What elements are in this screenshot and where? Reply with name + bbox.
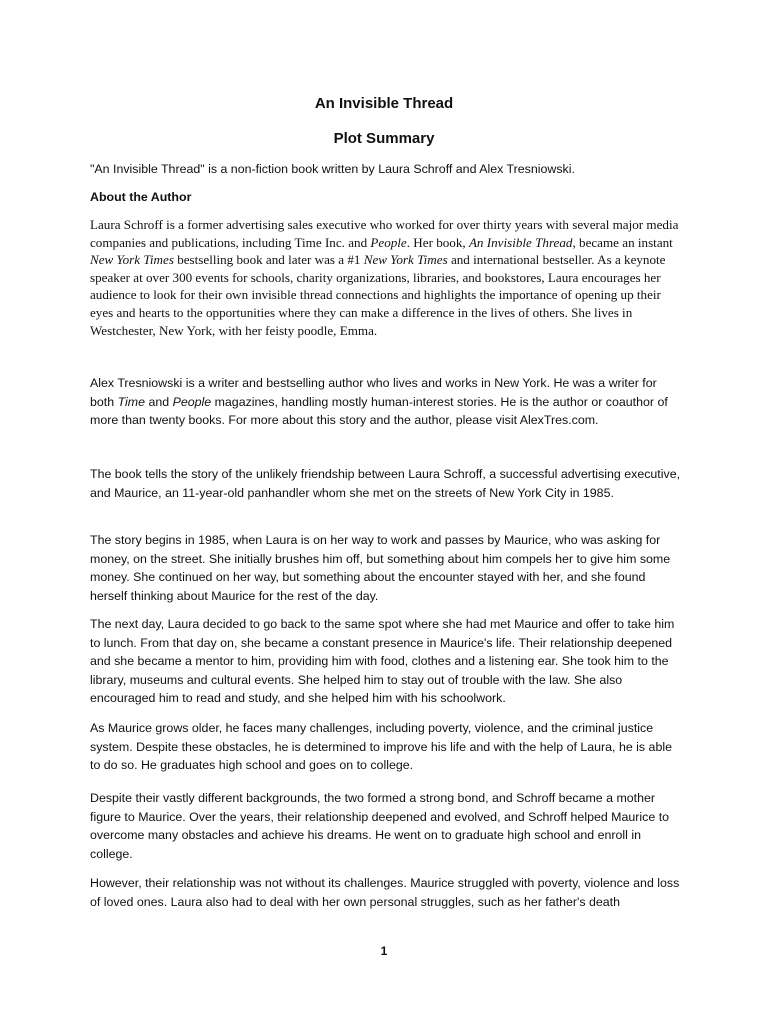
laura-bio-text-4: bestselling book and later was a #1 <box>173 252 364 268</box>
alex-bio-text-2: and <box>145 394 173 409</box>
laura-bio-italic-1: People <box>370 234 407 250</box>
laura-bio-text-3: , became an instant <box>572 234 673 250</box>
body-paragraph-3: The next day, Laura decided to go back to the same spot where she had met Maurice and offer to take him to lunch. From that day on, she became a constant presence in Maurice's life. Their relationship deepened and she became a mentor to him, providing him with food, clothes and a listening ear. She took him to the library, museums and cultural events. She helped him to stay out of trouble with the law. She also encouraged him to read and study, and she helped him with his schoolwork. <box>90 617 675 705</box>
laura-bio-italic-4: New York Times <box>363 252 448 268</box>
laura-bio-italic-3: New York Times <box>90 252 174 268</box>
laura-bio-italic-2: An Invisible Thread <box>468 234 573 250</box>
document-title: An Invisible Thread <box>314 95 454 112</box>
alex-bio-paragraph <box>90 374 682 430</box>
about-author-heading: About the Author <box>90 190 192 204</box>
laura-bio-paragraph <box>90 216 682 339</box>
body-paragraph-2: The story begins in 1985, when Laura is on her way to work and passes by Maurice, who was asking for money, on the street. She initially brushes him off, but something about him compels her to give him some money. She continued on her way, but something about the encounter stayed with her, and she found herself thinking about Maurice for the rest of the day. <box>90 533 671 603</box>
alex-bio-text-3: magazines, handling mostly human-interest stories. He is the author or coauthor of more than twenty books. For more about this story and the author, please visit AlexTres.com. <box>90 394 668 427</box>
page-number: 1 <box>380 944 388 958</box>
laura-bio-text-5: and international bestseller. As a keynote speaker at over 300 events for schools, charity organizations, libraries, and bookstores, Laura encourages her audience to look for their own invisible thread connections and highlights the importance of opening up their eyes and hearts to the opportunities where they can make a difference in the lives of others. She lives in Westchester, New York, with her feisty poodle, Emma. <box>90 252 666 338</box>
alex-bio-text-1: Alex Tresniowski is a writer and bestselling author who lives and works in New York. He was a writer for both <box>90 376 657 409</box>
body-paragraph-4: As Maurice grows older, he faces many challenges, including poverty, violence, and the criminal justice system. Despite these obstacles, he is determined to improve his life and with the help of Laura, he is able to do so. He graduates high school and goes on to college. <box>90 721 672 772</box>
document-subtitle: Plot Summary <box>333 130 435 147</box>
laura-bio-text-1: Laura Schroff is a former advertising sales executive who worked for over thirty years with several major media companies and publications, including Time Inc. and <box>90 217 679 250</box>
body-paragraph-5: Despite their vastly different backgrounds, the two formed a strong bond, and Schroff became a mother figure to Maurice. Over the years, their relationship deepened and evolved, and Schroff helped Maurice to overcome many obstacles and achieve his dreams. He went on to graduate high school and enroll in college. <box>90 791 670 861</box>
alex-bio-italic-1: Time <box>117 394 145 409</box>
laura-bio-text-2: . Her book, <box>406 234 469 250</box>
intro-paragraph: "An Invisible Thread" is a non-fiction book written by Laura Schroff and Alex Tresniowski. <box>90 162 575 176</box>
body-paragraph-1: The book tells the story of the unlikely friendship between Laura Schroff, a successful advertising executive, and Maurice, an 11-year-old panhandler whom she met on the streets of New York City in 1985. <box>90 467 681 500</box>
body-paragraph-6: However, their relationship was not without its challenges. Maurice struggled with poverty, violence and loss of loved ones. Laura also had to deal with her own personal struggles, such as her father's death <box>90 876 680 909</box>
alex-bio-italic-2: People <box>172 394 212 409</box>
